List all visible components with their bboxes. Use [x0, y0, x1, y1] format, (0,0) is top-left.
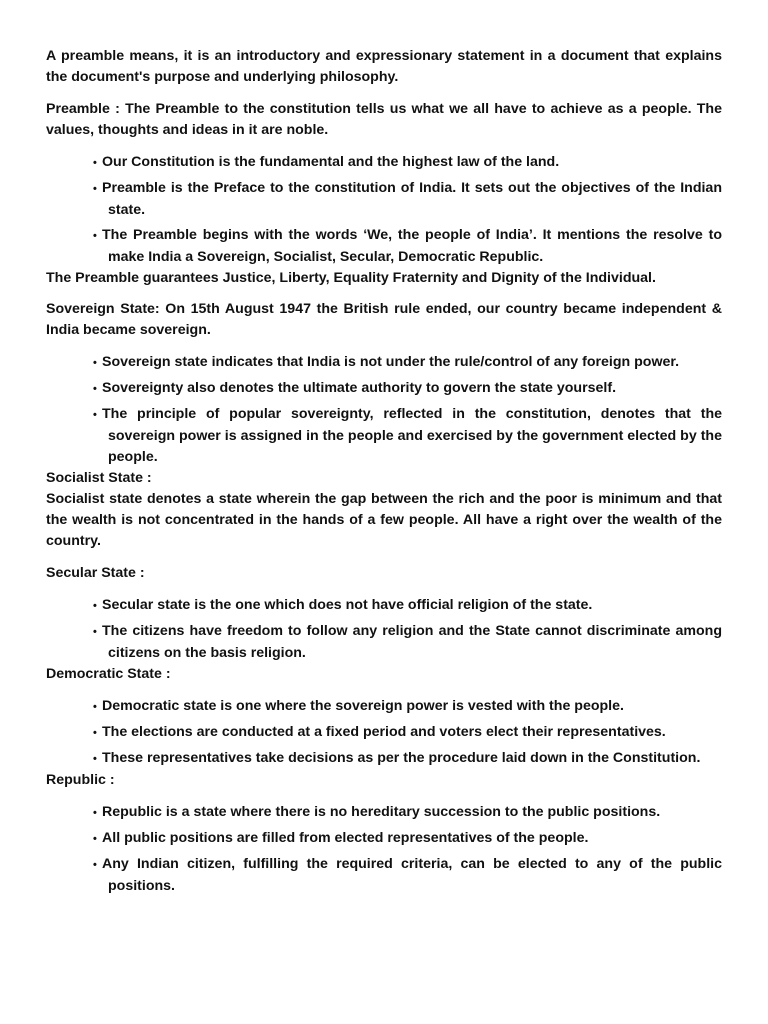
bullet-icon: •: [93, 409, 97, 421]
list-item: • Any Indian citizen, fulfilling the required criteria, can be elected to any of the public positions.: [93, 856, 722, 894]
list-item: • All public positions are filled from elected representatives of the people.: [46, 828, 722, 850]
list-item: • The citizens have freedom to follow any religion and the State cannot discriminate among citizens on the basis religion.: [93, 623, 722, 661]
list-item: • Republic is a state where there is no hereditary succession to the public positions.: [46, 802, 722, 824]
list-item: • The principle of popular sovereignty, reflected in the constitution, denotes that the sovereign power is assigned in the people and exercised by the government elected by the people.: [93, 406, 722, 465]
democratic-bullet-list: [46, 696, 722, 770]
bullet-icon: •: [93, 807, 97, 819]
socialist-heading: Socialist State :: [46, 470, 152, 486]
preamble-paragraph: Preamble : The Preamble to the constitution tells us what we all have to achieve as a people. The values, thoughts and ideas in it are noble.: [46, 101, 722, 138]
list-item: • Our Constitution is the fundamental and the highest law of the land.: [46, 152, 722, 174]
intro-paragraph: A preamble means, it is an introductory and expressionary statement in a document that explains the document's purpose and underlying philosophy.: [46, 48, 722, 85]
republic-bullet-list: [46, 802, 722, 897]
sovereign-paragraph: Sovereign State: On 15th August 1947 the British rule ended, our country became independent & India became sovereign.: [46, 301, 722, 338]
list-item: • The elections are conducted at a fixed period and voters elect their representatives.: [46, 722, 722, 744]
bullet-icon: •: [93, 753, 97, 765]
socialist-paragraph: Socialist state denotes a state wherein the gap between the rich and the poor is minimum and that the wealth is not concentrated in the hands of a few people. All have a right over the wealth of the country.: [46, 491, 722, 549]
list-item: • Sovereignty also denotes the ultimate authority to govern the state yourself.: [46, 378, 722, 400]
secular-bullet-list: [46, 595, 722, 664]
bullet-icon: •: [93, 230, 97, 242]
bullet-icon: •: [93, 859, 97, 871]
bullet-icon: •: [93, 183, 97, 195]
preamble-bullet-list: [46, 152, 722, 268]
bullet-icon: •: [93, 157, 97, 169]
list-item: • These representatives take decisions as per the procedure laid down in the Constitution.: [46, 748, 722, 770]
democratic-heading: Democratic State :: [46, 666, 171, 682]
list-item: • Preamble is the Preface to the constitution of India. It sets out the objectives of the Indian state.: [93, 180, 722, 218]
preamble-guarantee: The Preamble guarantees Justice, Liberty, Equality Fraternity and Dignity of the Individual.: [46, 270, 656, 286]
document-page: [46, 46, 722, 897]
secular-heading: Secular State :: [46, 565, 145, 581]
republic-heading: Republic :: [46, 772, 115, 788]
list-item: • Sovereign state indicates that India is not under the rule/control of any foreign power.: [46, 352, 722, 374]
list-item: • Secular state is the one which does not have official religion of the state.: [46, 595, 722, 617]
list-item: • Democratic state is one where the sovereign power is vested with the people.: [46, 696, 722, 718]
bullet-icon: •: [93, 626, 97, 638]
sovereign-bullet-list: [46, 352, 722, 468]
list-item: • The Preamble begins with the words ‘We, the people of India’. It mentions the resolve to make India a Sovereign, Socialist, Secular, Democratic Republic.: [93, 227, 722, 265]
bullet-icon: •: [93, 701, 97, 713]
bullet-icon: •: [93, 833, 97, 845]
bullet-icon: •: [93, 383, 97, 395]
bullet-icon: •: [93, 600, 97, 612]
bullet-icon: •: [93, 727, 97, 739]
bullet-icon: •: [93, 357, 97, 369]
